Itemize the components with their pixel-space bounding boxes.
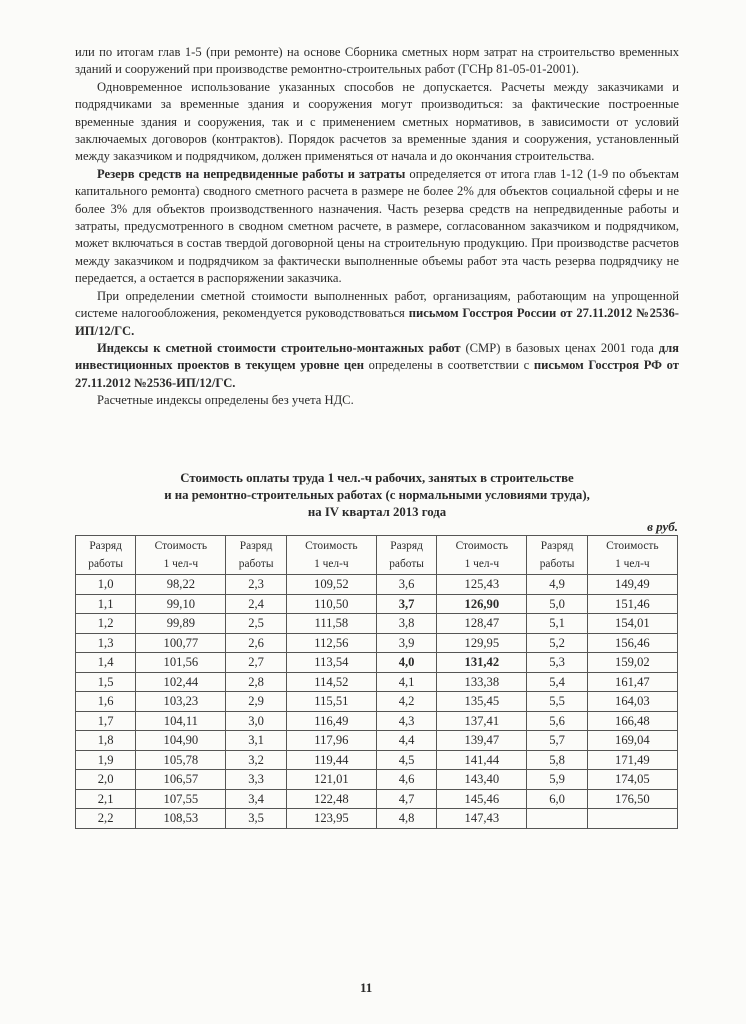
grade-cell: 5,9 (527, 770, 587, 790)
grade-cell: 4,8 (376, 809, 436, 829)
grade-cell: 2,5 (226, 614, 286, 634)
text: определены в соответствии с (363, 358, 534, 373)
currency-unit: в руб. (647, 519, 678, 534)
grade-cell: 4,7 (376, 789, 436, 809)
table-header-row (76, 536, 678, 575)
cost-cell: 151,46 (587, 594, 677, 614)
bold-text: для инвестиционных проектов в текущем уровне цен (75, 340, 679, 373)
grade-cell: 2,6 (226, 633, 286, 653)
grade-cell: 5,6 (527, 711, 587, 731)
table-row (76, 653, 678, 673)
cost-cell: 164,03 (587, 692, 677, 712)
cost-cell: 166,48 (587, 711, 677, 731)
table-row (76, 672, 678, 692)
cost-cell: 101,56 (136, 653, 226, 673)
cost-cell: 111,58 (286, 614, 376, 634)
cost-cell: 114,52 (286, 672, 376, 692)
cost-cell: 104,90 (136, 731, 226, 751)
cost-cell: 128,47 (437, 614, 527, 634)
bold-text: письмом Госстроя России от 27.11.2012 №2536-ИП/12/ГС. (75, 306, 679, 338)
column-header: Стоимость 1 чел-ч (437, 536, 527, 575)
column-header: Стоимость 1 чел-ч (587, 536, 677, 575)
table-row (76, 789, 678, 809)
paragraph (75, 288, 679, 340)
body-text (75, 44, 679, 410)
grade-cell: 1,6 (76, 692, 136, 712)
cost-cell: 115,51 (286, 692, 376, 712)
table-title-line-2: и на ремонтно-строительных работах (с нормальными условиями труда), (164, 488, 590, 502)
grade-cell: 5,0 (527, 594, 587, 614)
table-title-line-3: на IV квартал 2013 года (307, 505, 447, 519)
table-row (76, 809, 678, 829)
cost-cell: 126,90 (437, 594, 527, 614)
grade-cell: 5,1 (527, 614, 587, 634)
text: Расчетные индексы определены без учета НДС. (97, 393, 354, 408)
grade-cell: 5,2 (527, 633, 587, 653)
text: определяется от итога глав 1-12 (1-9 по объектам капитального ремонта) сводного сметного расчета в размере не более 2% для объектов социальной сферы и не более 3% для объектов производственного назначения. Часть резерва средств на непредвиденные работы и затраты, предусмотренного в сводном сметном расчете, в размере, согласованном заказчиком и подрядчиком, может включаться в состав твердой договорной цены на строительную продукцию. При производстве расчетов между заказчиком и подрядчиком за фактически выполненные объемы работ эта часть резерва подрядчику не передается, а остается в распоряжении заказчика. (75, 166, 679, 286)
text: При определении сметной стоимости выполненных работ, организациям, работающим на упрощенной системе налогообложения, рекомендуется руководствоваться (75, 288, 679, 321)
grade-cell: 2,8 (226, 672, 286, 692)
grade-cell: 1,9 (76, 750, 136, 770)
grade-cell: 1,2 (76, 614, 136, 634)
cost-cell: 171,49 (587, 750, 677, 770)
text: Одновременное использование указанных способов не допускается. Расчеты между заказчиками и подрядчиками за временные здания и сооружения могут производиться: за фактические построенные временные здания и сооружения, так и с применением сметных нормативов, в зависимости от условий заключаемых договоров (контрактов). Порядок расчетов за временные здания и сооружения, установленный между заказчиком и подрядчиком, должен применяться от начала и до окончания строительства. (75, 79, 679, 164)
grade-cell: 3,1 (226, 731, 286, 751)
cost-cell: 125,43 (437, 575, 527, 595)
paragraph (75, 79, 679, 166)
grade-cell: 5,3 (527, 653, 587, 673)
cost-cell: 133,38 (437, 672, 527, 692)
grade-cell: 6,0 (527, 789, 587, 809)
cost-cell: 105,78 (136, 750, 226, 770)
cost-cell: 169,04 (587, 731, 677, 751)
cost-cell: 123,95 (286, 809, 376, 829)
column-header: Разряд работы (527, 536, 587, 575)
cost-cell: 110,50 (286, 594, 376, 614)
grade-cell: 2,2 (76, 809, 136, 829)
grade-cell: 1,8 (76, 731, 136, 751)
text: или по итогам глав 1-5 (при ремонте) на основе Сборника сметных норм затрат на строительство временных зданий и сооружений при производстве ремонтно-строительных работ (ГСНр 81-05-01-2001). (75, 45, 679, 77)
cost-cell: 103,23 (136, 692, 226, 712)
text: (СМР) в базовых ценах 2001 года (460, 340, 659, 355)
grade-cell: 2,7 (226, 653, 286, 673)
cost-cell: 149,49 (587, 575, 677, 595)
table-row (76, 633, 678, 653)
grade-cell: 4,6 (376, 770, 436, 790)
labor-cost-table (75, 535, 678, 829)
grade-cell: 3,3 (226, 770, 286, 790)
table-row (76, 692, 678, 712)
grade-cell: 4,1 (376, 672, 436, 692)
grade-cell: 1,0 (76, 575, 136, 595)
cost-cell: 122,48 (286, 789, 376, 809)
grade-cell: 5,4 (527, 672, 587, 692)
bold-text: Резерв средств на непредвиденные работы и затраты (97, 166, 406, 181)
grade-cell: 3,5 (226, 809, 286, 829)
bold-text: Индексы к сметной стоимости строительно-монтажных работ (97, 340, 461, 355)
column-header: Разряд работы (226, 536, 286, 575)
cost-cell: 143,40 (437, 770, 527, 790)
grade-cell: 2,1 (76, 789, 136, 809)
cost-cell: 147,43 (437, 809, 527, 829)
table-title (75, 470, 679, 521)
grade-cell: 3,8 (376, 614, 436, 634)
grade-cell: 5,7 (527, 731, 587, 751)
cost-cell (587, 809, 677, 829)
grade-cell: 3,2 (226, 750, 286, 770)
grade-cell (527, 809, 587, 829)
grade-cell: 4,9 (527, 575, 587, 595)
column-header: Стоимость 1 чел-ч (136, 536, 226, 575)
table-row (76, 614, 678, 634)
grade-cell: 1,4 (76, 653, 136, 673)
grade-cell: 3,4 (226, 789, 286, 809)
page-number: 11 (360, 980, 373, 995)
cost-cell: 137,41 (437, 711, 527, 731)
table-row (76, 711, 678, 731)
cost-cell: 141,44 (437, 750, 527, 770)
cost-cell: 145,46 (437, 789, 527, 809)
grade-cell: 4,2 (376, 692, 436, 712)
cost-cell: 176,50 (587, 789, 677, 809)
table-row (76, 575, 678, 595)
grade-cell: 5,5 (527, 692, 587, 712)
grade-cell: 4,3 (376, 711, 436, 731)
grade-cell: 4,5 (376, 750, 436, 770)
paragraph (75, 340, 679, 392)
cost-cell: 117,96 (286, 731, 376, 751)
cost-cell: 109,52 (286, 575, 376, 595)
grade-cell: 5,8 (527, 750, 587, 770)
cost-cell: 98,22 (136, 575, 226, 595)
cost-cell: 139,47 (437, 731, 527, 751)
grade-cell: 1,1 (76, 594, 136, 614)
cost-cell: 154,01 (587, 614, 677, 634)
grade-cell: 2,9 (226, 692, 286, 712)
paragraph (75, 44, 679, 79)
cost-cell: 100,77 (136, 633, 226, 653)
cost-cell: 106,57 (136, 770, 226, 790)
grade-cell: 1,3 (76, 633, 136, 653)
table-row (76, 770, 678, 790)
grade-cell: 2,4 (226, 594, 286, 614)
paragraph (75, 166, 679, 288)
cost-cell: 104,11 (136, 711, 226, 731)
cost-cell: 108,53 (136, 809, 226, 829)
bold-text: письмом Госстроя РФ от 27.11.2012 №2536-ИП/12/ГС. (75, 358, 679, 390)
grade-cell: 1,7 (76, 711, 136, 731)
cost-cell: 112,56 (286, 633, 376, 653)
grade-cell: 3,0 (226, 711, 286, 731)
grade-cell: 1,5 (76, 672, 136, 692)
grade-cell: 2,0 (76, 770, 136, 790)
cost-cell: 131,42 (437, 653, 527, 673)
cost-cell: 107,55 (136, 789, 226, 809)
table-row (76, 594, 678, 614)
cost-cell: 99,10 (136, 594, 226, 614)
column-header: Стоимость 1 чел-ч (286, 536, 376, 575)
column-header: Разряд работы (76, 536, 136, 575)
grade-cell: 4,0 (376, 653, 436, 673)
cost-cell: 116,49 (286, 711, 376, 731)
grade-cell: 4,4 (376, 731, 436, 751)
grade-cell: 3,6 (376, 575, 436, 595)
cost-cell: 161,47 (587, 672, 677, 692)
cost-cell: 135,45 (437, 692, 527, 712)
cost-cell: 129,95 (437, 633, 527, 653)
cost-cell: 121,01 (286, 770, 376, 790)
cost-cell: 156,46 (587, 633, 677, 653)
cost-cell: 174,05 (587, 770, 677, 790)
cost-cell: 102,44 (136, 672, 226, 692)
paragraph (75, 392, 679, 409)
grade-cell: 3,9 (376, 633, 436, 653)
grade-cell: 2,3 (226, 575, 286, 595)
table-row (76, 750, 678, 770)
table-title-line-1: Стоимость оплаты труда 1 чел.-ч рабочих, занятых в строительстве (180, 471, 574, 485)
cost-cell: 99,89 (136, 614, 226, 634)
cost-cell: 113,54 (286, 653, 376, 673)
grade-cell: 3,7 (376, 594, 436, 614)
cost-cell: 159,02 (587, 653, 677, 673)
column-header: Разряд работы (376, 536, 436, 575)
table-row (76, 731, 678, 751)
cost-cell: 119,44 (286, 750, 376, 770)
